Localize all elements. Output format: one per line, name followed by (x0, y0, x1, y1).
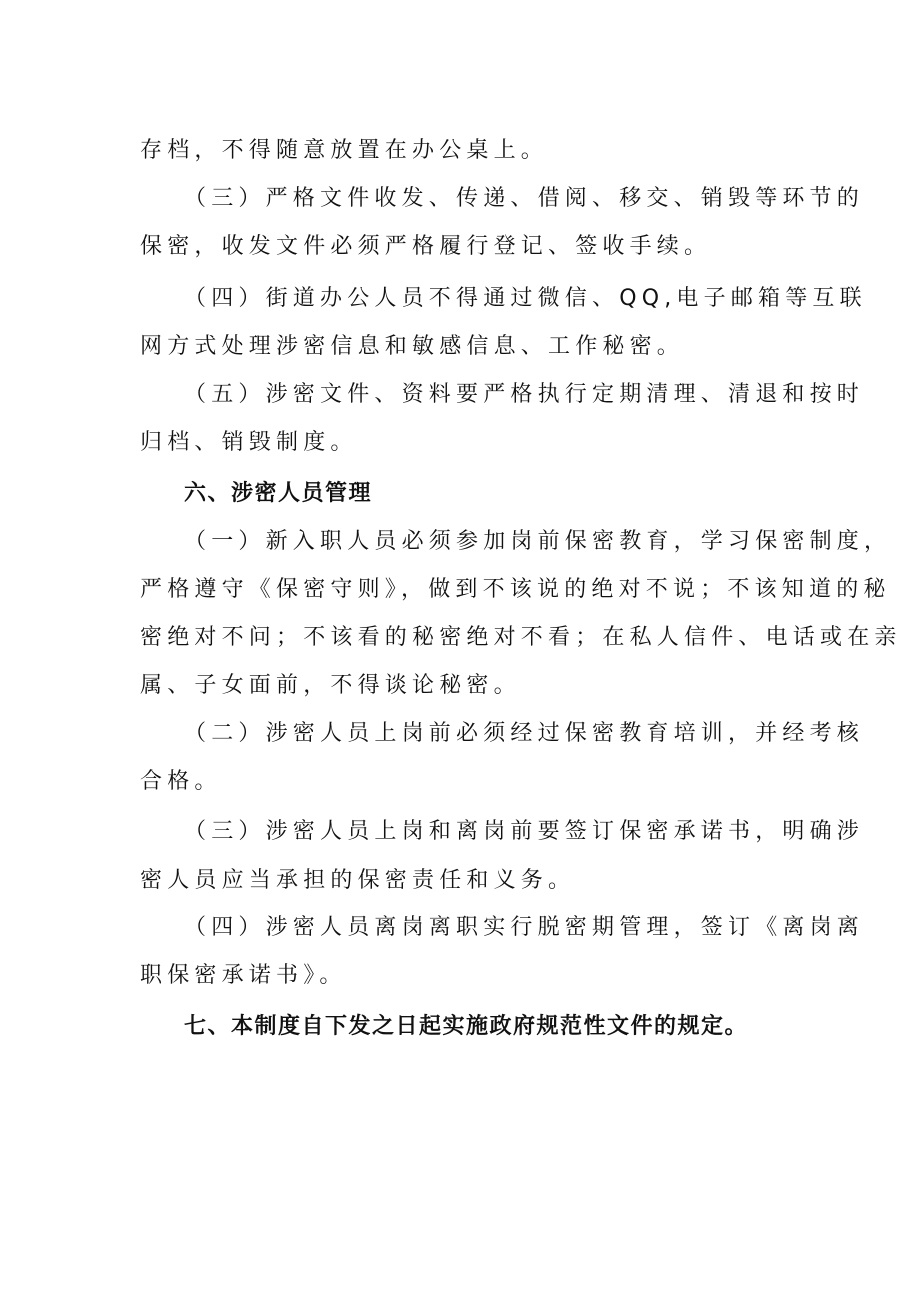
text-line: 密人员应当承担的保密责任和义务。 (140, 868, 576, 893)
text-line: （二）涉密人员上岗前必须经过保密教育培训，并经考核 (184, 721, 865, 746)
text-line: （三）严格文件收发、传递、借阅、移交、销毁等环节的 (184, 186, 865, 211)
text-line: （三）涉密人员上岗和离岗前要签订保密承诺书，明确涉 (184, 819, 865, 844)
section-heading: 六、涉密人员管理 (184, 481, 373, 506)
text-line: 保密，收发文件必须严格履行登记、签收手续。 (140, 234, 712, 259)
text-line: （四）街道办公人员不得通过微信、QQ,电子邮箱等互联 (184, 286, 867, 311)
text-line: （一）新入职人员必须参加岗前保密教育，学习保密制度， (184, 529, 892, 554)
text-line: （五）涉密文件、资料要严格执行定期清理、清退和按时 (184, 382, 865, 407)
section-heading: 七、本制度自下发之日起实施政府规范性文件的规定。 (184, 1014, 749, 1039)
text-line: （四）涉密人员离岗离职实行脱密期管理，签订《离岗离 (184, 915, 865, 940)
text-line: 网方式处理涉密信息和敏感信息、工作秘密。 (140, 334, 685, 359)
text-line: 合格。 (140, 769, 222, 794)
text-line: 严格遵守《保密守则》，做到不该说的绝对不说；不该知道的秘 (140, 577, 891, 602)
text-line: 归档、销毁制度。 (140, 430, 358, 455)
text-line: 密绝对不问；不该看的秘密绝对不看；在私人信件、电话或在亲 (140, 625, 902, 650)
text-line: 职保密承诺书》。 (140, 963, 347, 988)
text-line: 存档，不得随意放置在办公桌上。 (140, 138, 549, 163)
text-line: 属、子女面前，不得谈论秘密。 (140, 673, 521, 698)
